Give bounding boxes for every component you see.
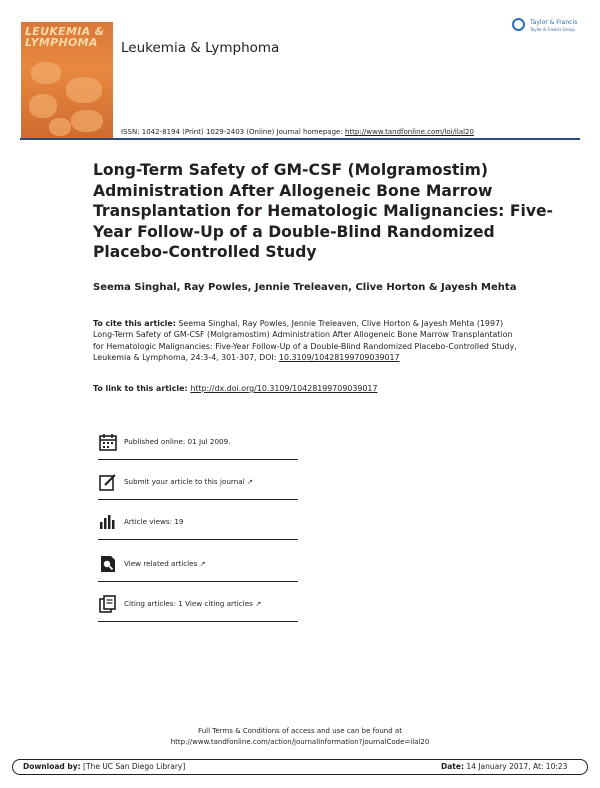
journal-name: Leukemia & Lymphoma [121, 40, 280, 56]
article-views-label: Article views: 19 [124, 517, 184, 526]
related-articles-label: View related articles [124, 559, 198, 568]
publisher-name: Taylor & Francis [530, 19, 578, 26]
calendar-icon [98, 432, 118, 452]
submit-article-link[interactable] [124, 477, 253, 486]
published-online-row [98, 432, 298, 462]
download-date-label: Date: [441, 762, 464, 771]
cover-decoration [71, 110, 103, 132]
download-date-value: 14 January 2017, At: 10:23 [463, 762, 568, 771]
citation-text: Seema Singhal, Ray Powles, Jennie Treleaven, Clive Horton & Jayesh Mehta (1997) Long-Term Safety of GM-CSF (Molgramostim) Administration After Allogeneic Bone Marrow Transplantation for Hematologic Malignancies: Five-Year Follow-Up of a Double-Blind Randomized Placebo-Controlled Study, Leukemia & Lymphoma, 24:3-4, 301-307, DOI: [93, 319, 517, 363]
edit-icon [98, 472, 118, 492]
cover-decoration [49, 118, 71, 136]
cover-title: LEUKEMIA & LYMPHOMA [25, 25, 105, 49]
cover-decoration [29, 94, 57, 118]
citation-label: To cite this article: [93, 319, 176, 328]
citing-articles-row[interactable] [98, 594, 298, 624]
journal-homepage-link[interactable]: http://www.tandfonline.com/loi/ilal20 [344, 128, 474, 136]
cover-decoration [31, 62, 61, 84]
bar-chart-icon [98, 512, 118, 532]
external-link-icon: ↗ [255, 599, 262, 608]
article-title: Long-Term Safety of GM-CSF (Molgramostim) Administration After Allogeneic Bone Marrow Transplantation for Hematologic Malignancies: Five-Year Follow-Up of a Double-Blind Randomized Placebo-Controlled Study [93, 161, 554, 261]
terms-line-1: Full Terms & Conditions of access and use can be found at [198, 727, 402, 735]
article-authors: Seema Singhal, Ray Powles, Jennie Treleaven, Clive Horton & Jayesh Mehta [93, 282, 517, 293]
citing-articles-label: Citing articles: 1 View citing articles [124, 599, 253, 608]
published-online-label: Published online: 01 Jul 2009. [124, 437, 231, 446]
divider [98, 581, 298, 582]
citing-articles-icon [98, 594, 118, 614]
external-link-icon: ↗ [247, 477, 254, 486]
citation-block [93, 318, 523, 364]
downloaded-by-label: Download by: [23, 762, 81, 771]
submit-article-label: Submit your article to this journal [124, 477, 245, 486]
divider [98, 621, 298, 622]
external-link-icon: ↗ [199, 559, 206, 568]
article-link-line [93, 384, 377, 393]
terms-link[interactable]: http://www.tandfonline.com/action/journalInformation?journalCode=ilal20 [170, 738, 430, 746]
submit-article-row[interactable] [98, 472, 298, 502]
journal-cover-image [21, 22, 113, 138]
citing-articles-link[interactable] [124, 599, 261, 608]
divider [98, 499, 298, 500]
download-info-bar [12, 759, 588, 775]
related-articles-link[interactable] [124, 559, 206, 568]
search-document-icon [98, 554, 118, 574]
related-articles-row[interactable] [98, 554, 298, 584]
divider [98, 459, 298, 460]
citation-doi-link[interactable]: 10.3109/10428199709039017 [278, 353, 400, 363]
publisher-logo-icon [512, 18, 525, 31]
divider [98, 539, 298, 540]
downloaded-by-value: [The UC San Diego Library] [80, 762, 186, 771]
article-doi-link[interactable]: http://dx.doi.org/10.3109/10428199709039017 [190, 384, 378, 393]
article-views-row [98, 512, 298, 542]
download-date [441, 762, 567, 771]
publisher-logo[interactable] [512, 18, 584, 40]
link-label: To link to this article: [93, 384, 191, 393]
cover-decoration [66, 77, 102, 103]
issn-line [121, 128, 474, 136]
issn-text: ISSN: 1042-8194 (Print) 1029-2403 (Online) Journal homepage: [121, 128, 345, 136]
downloaded-by [23, 762, 185, 771]
publisher-subname: Taylor & Francis Group [530, 27, 575, 32]
header-rule [20, 138, 580, 140]
